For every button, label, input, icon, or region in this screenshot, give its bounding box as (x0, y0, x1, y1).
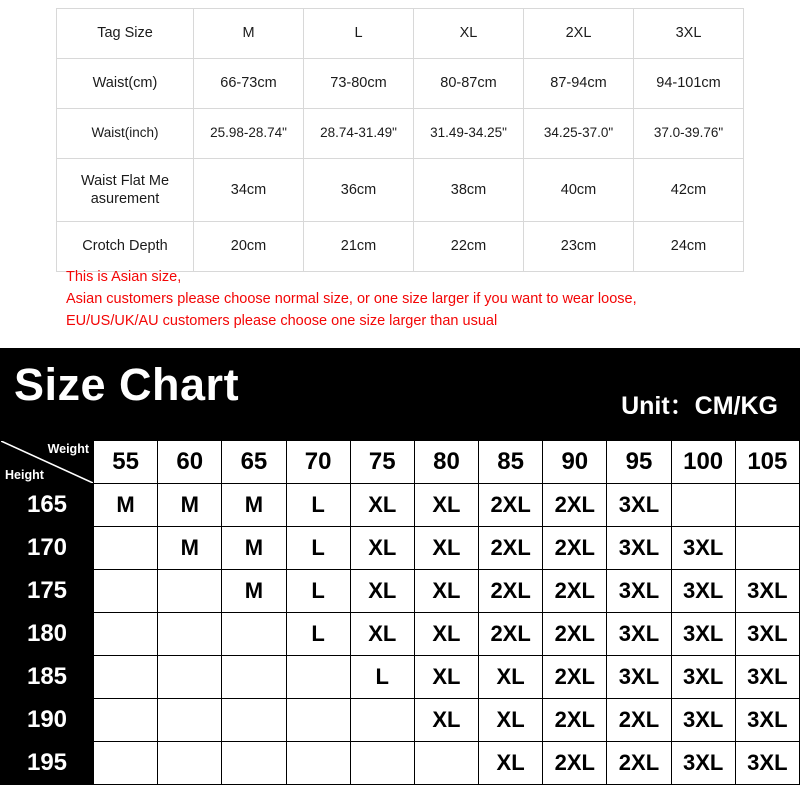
table-row (57, 59, 744, 109)
matrix-height-header: 165 (1, 484, 94, 527)
matrix-cell: XL (414, 527, 478, 570)
table-cell: 40cm (524, 159, 634, 222)
matrix-height-header: 170 (1, 527, 94, 570)
matrix-cell (94, 656, 158, 699)
matrix-cell: L (286, 484, 350, 527)
matrix-cell: 3XL (671, 527, 735, 570)
matrix-height-label: Height (5, 468, 44, 482)
matrix-cell (735, 527, 799, 570)
matrix-weight-header: 65 (222, 441, 286, 484)
matrix-cell: 3XL (735, 656, 799, 699)
matrix-cell (94, 613, 158, 656)
matrix-weight-header: 55 (94, 441, 158, 484)
matrix-cell: XL (414, 656, 478, 699)
table-cell: 66-73cm (194, 59, 304, 109)
matrix-weight-header: 105 (735, 441, 799, 484)
matrix-cell: 3XL (607, 484, 671, 527)
table-cell: 37.0-39.76" (634, 109, 744, 159)
matrix-cell: 3XL (671, 613, 735, 656)
table-row (57, 109, 744, 159)
matrix-cell (414, 742, 478, 785)
matrix-weight-header: 70 (286, 441, 350, 484)
size-matrix-section (0, 440, 800, 780)
matrix-cell: 3XL (735, 613, 799, 656)
matrix-corner-cell (1, 441, 94, 484)
matrix-cell (222, 656, 286, 699)
table-row (57, 222, 744, 272)
matrix-cell: XL (479, 742, 543, 785)
unit-prefix: Unit： (621, 392, 695, 420)
row-label: Crotch Depth (57, 222, 194, 272)
matrix-weight-header: 85 (479, 441, 543, 484)
row-label: Waist Flat Me asurement (57, 159, 194, 222)
matrix-weight-header: 95 (607, 441, 671, 484)
matrix-weight-header: 100 (671, 441, 735, 484)
matrix-row (1, 570, 800, 613)
row-label: Waist(inch) (57, 109, 194, 159)
matrix-cell: M (94, 484, 158, 527)
matrix-cell (350, 742, 414, 785)
table-cell: 31.49-34.25" (414, 109, 524, 159)
matrix-cell: 2XL (543, 699, 607, 742)
matrix-cell (286, 656, 350, 699)
matrix-cell: 2XL (479, 570, 543, 613)
table-cell: 94-101cm (634, 59, 744, 109)
matrix-cell (350, 699, 414, 742)
table-cell: 25.98-28.74" (194, 109, 304, 159)
matrix-row (1, 656, 800, 699)
matrix-cell: XL (350, 527, 414, 570)
matrix-weight-header: 75 (350, 441, 414, 484)
matrix-cell: 3XL (607, 613, 671, 656)
matrix-cell (94, 699, 158, 742)
note-line-2: Asian customers please choose normal size, or one size larger if you want to wear loose, (66, 291, 637, 308)
matrix-cell: L (350, 656, 414, 699)
left-margin (0, 0, 56, 348)
matrix-cell: XL (414, 699, 478, 742)
matrix-cell: 3XL (671, 699, 735, 742)
matrix-row (1, 527, 800, 570)
table-cell: 22cm (414, 222, 524, 272)
matrix-cell: XL (414, 484, 478, 527)
matrix-cell: 2XL (543, 656, 607, 699)
table-cell: 20cm (194, 222, 304, 272)
note-line-3: EU/US/UK/AU customers please choose one size larger than usual (66, 313, 498, 330)
matrix-row (1, 484, 800, 527)
matrix-cell: 3XL (607, 527, 671, 570)
matrix-weight-header: 60 (158, 441, 222, 484)
matrix-cell: XL (479, 656, 543, 699)
matrix-cell (158, 699, 222, 742)
matrix-cell: M (222, 570, 286, 613)
table-cell: 34.25-37.0" (524, 109, 634, 159)
matrix-cell (286, 699, 350, 742)
table-cell: L (304, 9, 414, 59)
matrix-cell (222, 613, 286, 656)
note-line-1: This is Asian size, (66, 269, 182, 285)
matrix-cell (222, 699, 286, 742)
matrix-row (1, 742, 800, 785)
table-cell: 3XL (634, 9, 744, 59)
matrix-cell (158, 570, 222, 613)
table-row (57, 9, 744, 59)
matrix-cell: M (222, 527, 286, 570)
matrix-cell: 2XL (543, 570, 607, 613)
matrix-cell (158, 656, 222, 699)
matrix-cell: 2XL (479, 484, 543, 527)
matrix-row (1, 613, 800, 656)
matrix-cell: XL (414, 570, 478, 613)
page-title: Size Chart (14, 359, 240, 410)
row-label: Tag Size (57, 9, 194, 59)
matrix-cell: 3XL (607, 570, 671, 613)
unit-value: CM/KG (694, 392, 778, 420)
matrix-weight-header: 80 (414, 441, 478, 484)
measurement-section (0, 0, 800, 348)
size-chart-header (0, 348, 800, 440)
matrix-cell: 3XL (671, 570, 735, 613)
table-cell: 42cm (634, 159, 744, 222)
matrix-cell: M (158, 484, 222, 527)
matrix-cell (94, 570, 158, 613)
table-cell: 73-80cm (304, 59, 414, 109)
matrix-cell: 2XL (543, 527, 607, 570)
matrix-height-header: 185 (1, 656, 94, 699)
matrix-cell (286, 742, 350, 785)
matrix-height-header: 190 (1, 699, 94, 742)
matrix-weight-header: 90 (543, 441, 607, 484)
matrix-cell: 2XL (479, 613, 543, 656)
matrix-weight-label: Weight (47, 442, 89, 456)
table-cell: 24cm (634, 222, 744, 272)
matrix-cell: 2XL (607, 742, 671, 785)
matrix-cell: L (286, 527, 350, 570)
matrix-height-header: 175 (1, 570, 94, 613)
matrix-height-header: 180 (1, 613, 94, 656)
unit-label (621, 386, 778, 422)
table-cell: 87-94cm (524, 59, 634, 109)
matrix-cell (222, 742, 286, 785)
matrix-cell: 3XL (671, 656, 735, 699)
size-matrix-table (0, 440, 800, 785)
matrix-row (1, 699, 800, 742)
matrix-cell: 3XL (671, 742, 735, 785)
table-row (57, 159, 744, 222)
matrix-cell: 2XL (479, 527, 543, 570)
table-cell: 38cm (414, 159, 524, 222)
matrix-cell: L (286, 570, 350, 613)
matrix-cell: 2XL (543, 484, 607, 527)
matrix-cell: 3XL (735, 570, 799, 613)
table-cell: XL (414, 9, 524, 59)
matrix-cell: 3XL (607, 656, 671, 699)
matrix-cell: 3XL (735, 742, 799, 785)
measurement-table (56, 8, 744, 272)
matrix-cell: 2XL (543, 613, 607, 656)
matrix-cell: 3XL (735, 699, 799, 742)
matrix-cell (94, 527, 158, 570)
table-cell: 23cm (524, 222, 634, 272)
table-cell: 2XL (524, 9, 634, 59)
matrix-cell (158, 613, 222, 656)
matrix-cell: XL (414, 613, 478, 656)
table-cell: 21cm (304, 222, 414, 272)
matrix-cell: M (222, 484, 286, 527)
matrix-cell: L (286, 613, 350, 656)
table-cell: M (194, 9, 304, 59)
table-cell: 80-87cm (414, 59, 524, 109)
matrix-cell: XL (350, 613, 414, 656)
matrix-cell (158, 742, 222, 785)
table-cell: 34cm (194, 159, 304, 222)
table-cell: 36cm (304, 159, 414, 222)
matrix-cell: 2XL (543, 742, 607, 785)
matrix-header-row (1, 441, 800, 484)
matrix-cell (94, 742, 158, 785)
table-cell: 28.74-31.49" (304, 109, 414, 159)
matrix-cell: XL (350, 570, 414, 613)
matrix-cell: M (158, 527, 222, 570)
row-label: Waist(cm) (57, 59, 194, 109)
matrix-cell: 2XL (607, 699, 671, 742)
matrix-cell: XL (479, 699, 543, 742)
size-notes (66, 266, 766, 332)
matrix-cell (735, 484, 799, 527)
matrix-height-header: 195 (1, 742, 94, 785)
matrix-cell (671, 484, 735, 527)
matrix-cell: XL (350, 484, 414, 527)
